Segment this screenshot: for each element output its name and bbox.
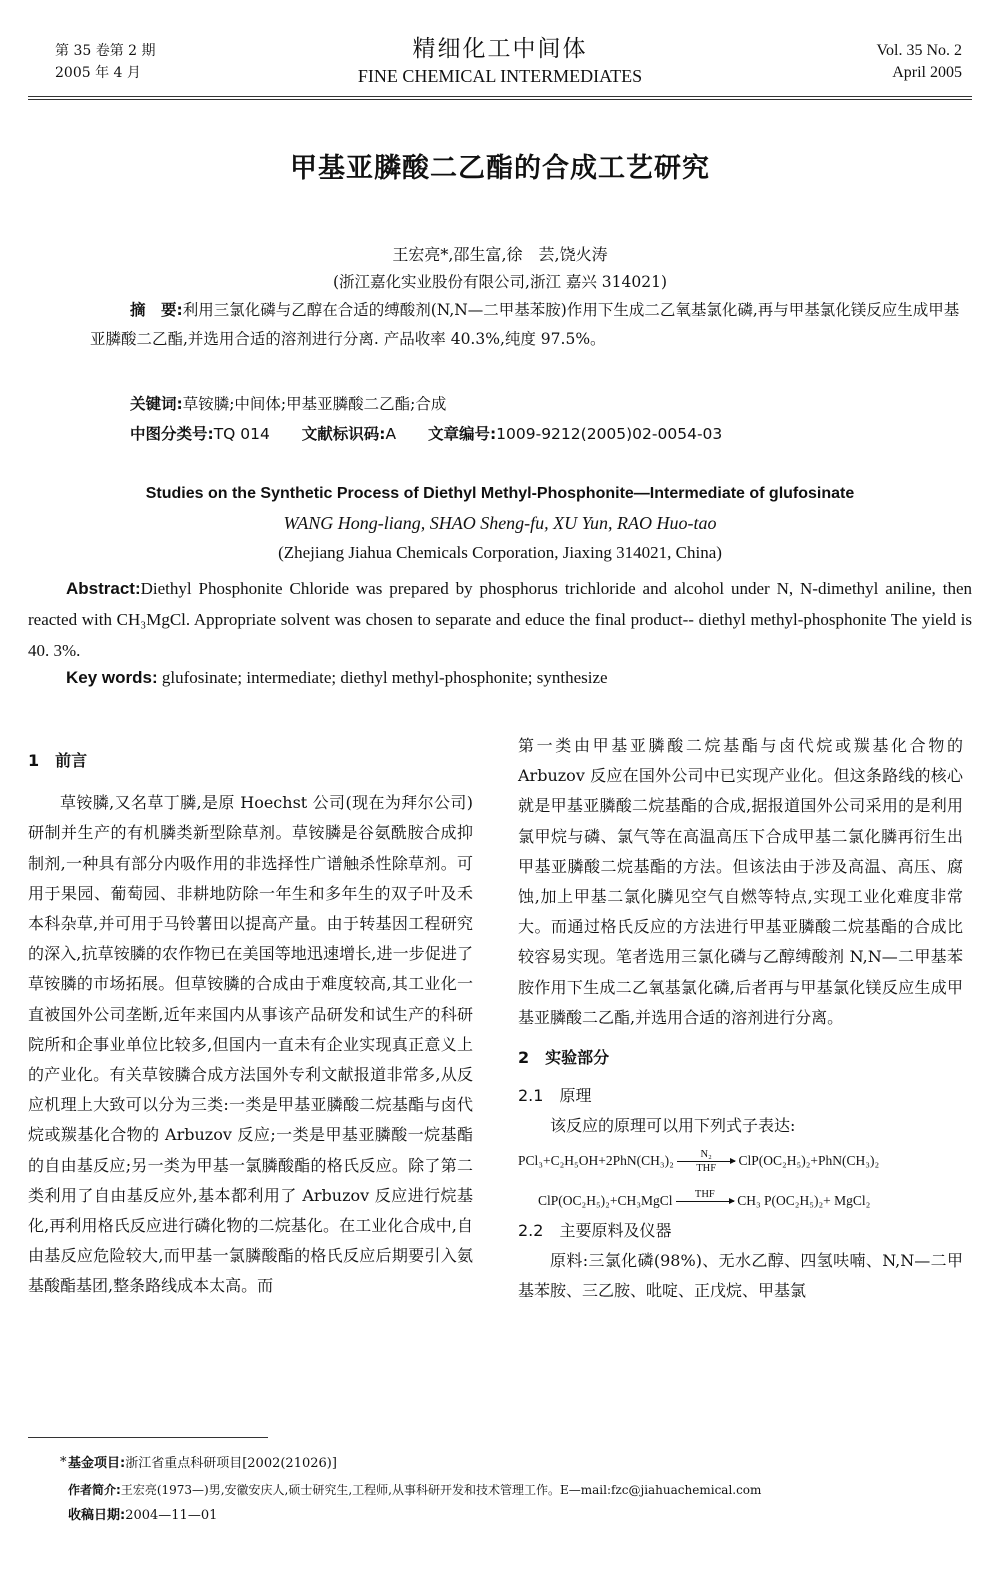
footnote-star: * — [60, 1455, 67, 1470]
affiliation: (浙江嘉化实业股份有限公司,浙江 嘉兴 314021) — [332, 273, 668, 291]
left-column — [28, 751, 473, 1302]
section-2-1-heading: 2.1 原理 — [518, 1086, 592, 1106]
english-abstract-text: Diethyl Phosphonite Chloride was prepared by phosphorus trichloride and alcohol under N, N-dimethyl aniline, then reacted with CH₃MgCl. Appropriate solvent was chosen to separate and educe the final product-- diethyl methyl-phosphonite The yield is 40. 3%. — [28, 579, 972, 660]
reaction-arrow-1 — [677, 1149, 735, 1174]
doc-code-label: 文献标识码: — [301, 425, 386, 443]
english-title: Studies on the Synthetic Process of Diethyl Methyl-Phosphonite—Intermediate of glufosinate — [145, 485, 855, 502]
equation-1 — [518, 1146, 963, 1176]
section-2-1-text: 该反应的原理可以用下列式子表达: — [550, 1116, 796, 1136]
equation-2 — [518, 1186, 963, 1216]
article-no-value: 1009-9212(2005)02-0054-03 — [496, 425, 723, 443]
header-rule — [28, 96, 972, 97]
footnote-rule — [28, 1437, 268, 1438]
clc-value: TQ 014 — [213, 425, 270, 443]
abstract-cn — [90, 296, 970, 354]
footnote-author — [68, 1478, 761, 1502]
header-rule-secondary — [28, 99, 972, 100]
date-en: April 2005 — [892, 64, 962, 81]
volume-en: Vol. 35 No. 2 — [876, 42, 962, 59]
english-abstract-label: Abstract: — [66, 579, 141, 598]
arrow-1-condition-top: N₂ — [700, 1149, 712, 1161]
received-label: 收稿日期: — [68, 1508, 126, 1523]
journal-name-en: FINE CHEMICAL INTERMEDIATES — [357, 66, 643, 86]
author-bio-text: 王宏亮(1973—)男,安徽安庆人,硕士研究生,工程师,从事科研开发和技术管理工作。E—mail:fzc@jiahuachemical.com — [120, 1483, 762, 1497]
volume-cn: 第 35 卷第 2 期 — [55, 43, 156, 59]
section-2-heading: 2 实验部分 — [518, 1048, 610, 1068]
fund-text: 浙江省重点科研项目[2002(21026)] — [125, 1456, 337, 1471]
arrow-2-condition-top: THF — [694, 1189, 715, 1201]
journal-name-cn: 精细化工中间体 — [412, 36, 588, 62]
english-keywords — [66, 668, 608, 688]
english-keywords-text: glufosinate; intermediate; diethyl methyl-phosphonite; synthesize — [161, 668, 608, 687]
footnote-received — [68, 1504, 217, 1528]
english-keywords-label: Key words: — [66, 668, 158, 687]
date-cn: 2005 年 4 月 — [55, 65, 141, 81]
keywords-cn-label: 关键词: — [130, 395, 183, 413]
authors: 王宏亮*,邵生富,徐 芸,饶火涛 — [392, 245, 608, 264]
section-2-2-heading: 2.2 主要原料及仪器 — [518, 1221, 672, 1241]
section-1-paragraph: 草铵膦,又名草丁膦,是原 Hoechst 公司(现在为拜尔公司)研制并生产的有机膦类新型除草剂。草铵膦是谷氨酰胺合成抑制剂,一种具有部分内吸作用的非选择性广谱触杀性除草剂。可用于果园、葡萄园、非耕地防除一年生和多年生的双子叶及禾本科杂草,并可用于马铃薯田以提高产量。由于转基因工程研究的深入,抗草铵膦的农作物已在美国等地迅速增长,进一步促进了草铵膦的市场拓展。但草铵膦的合成由于难度较高,其工业化一直被国外公司垄断,近年来国内从事该产品研发和试生产的科研院所和企事业单位比较多,但国内一直未有企业实现真正意义上的产业化。有关草铵膦合成方法国外专利文献报道非常多,从反应机理上大致可以分为三类:一类是甲基亚膦酸二烷基酯与卤代烷或羰基化合物的 Arbuzov 反应;一类是甲基亚膦酸一烷基酯的自由基反应;另一类为甲基一氯膦酸酯的格氏反应。除了第二类利用了自由基反应外,基本都利用了 Arbuzov 反应进行烷基化,再利用格氏反应进行磷化物的二烷基化。在工业化合成中,自由基反应危险较大,而甲基一氯膦酸酯的格氏反应后期要引入氨基酸酯基团,整条路线成本太高。而 — [28, 793, 473, 1296]
doc-code-value: A — [385, 425, 397, 443]
footnote-fund — [68, 1452, 337, 1476]
fund-label: 基金项目: — [68, 1456, 126, 1471]
section-2-2-text: 原料:三氯化磷(98%)、无水乙醇、四氢呋喃、N,N—二甲基苯胺、三乙胺、吡啶、正戊烷、甲基氯 — [518, 1251, 963, 1301]
arrow-1-condition-bottom: THF — [696, 1163, 717, 1175]
issue-info-en — [877, 40, 963, 84]
equation-1-reactants: PCl₃+C₂H₅OH+2PhN(CH₃)₂ — [518, 1152, 674, 1168]
keywords-cn — [130, 392, 446, 414]
abstract-cn-text: 利用三氯化磷与乙醇在合适的缚酸剂(N,N—二甲基苯胺)作用下生成二乙氧基氯化磷,再与甲基氯化镁反应生成甲基亚膦酸二乙酯,并选用合适的溶剂进行分离. 产品收率 40.3%,纯度 97.5%。 — [90, 301, 960, 348]
section-1-paragraph-cont: 第一类由甲基亚膦酸二烷基酯与卤代烷或羰基化合物的 Arbuzov 反应在国外公司中已实现产业化。但这条路线的核心就是甲基亚膦酸二烷基酯的合成,据报道国外公司采用的是利用氯甲烷与磷、氯气等在高温高压下合成甲基二氯化膦再衍生出甲基亚膦酸二烷基酯的方法。但该法由于涉及高温、高压、腐蚀,加上甲基二氯化膦见空气自燃等特点,实现工业化难度非常大。而通过格氏反应的方法进行甲基亚膦酸二烷基酯的合成比较容易实现。笔者选用三氯化磷与乙醇缚酸剂 N,N—二甲基苯胺作用下生成二乙氧基氯化磷,后者再与甲基氯化镁反应生成甲基亚膦酸二乙酯,并选用合适的溶剂进行分离。 — [518, 736, 963, 1027]
paper-title: 甲基亚膦酸二乙酯的合成工艺研究 — [290, 153, 710, 184]
received-date: 2004—11—01 — [125, 1508, 218, 1523]
keywords-cn-text: 草铵膦;中间体;甲基亚膦酸二乙酯;合成 — [182, 395, 447, 413]
section-1-heading: 1 前言 — [28, 751, 88, 770]
equation-1-products: ClP(OC₂H₅)₂+PhN(CH₃)₂ — [738, 1152, 880, 1168]
clc-label: 中图分类号: — [130, 425, 214, 443]
reaction-arrow-2 — [676, 1189, 734, 1214]
journal-title — [250, 30, 750, 87]
right-column — [518, 731, 963, 1307]
english-authors: WANG Hong-liang, SHAO Sheng-fu, XU Yun, RAO Huo-tao — [283, 513, 717, 533]
classification-line — [130, 422, 722, 444]
english-affiliation: (Zhejiang Jiahua Chemicals Corporation, Jiaxing 314021, China) — [278, 543, 722, 562]
article-no-label: 文章编号: — [427, 425, 497, 443]
equation-2-reactants: ClP(OC₂H₅)₂+CH₃MgCl — [538, 1192, 673, 1208]
equation-2-products: CH₃ P(OC₂H₅)₂+ MgCl₂ — [737, 1192, 871, 1208]
author-bio-label: 作者简介: — [68, 1483, 121, 1497]
abstract-cn-label: 摘 要: — [130, 301, 183, 319]
issue-info-cn — [55, 40, 156, 84]
english-abstract — [28, 573, 972, 666]
